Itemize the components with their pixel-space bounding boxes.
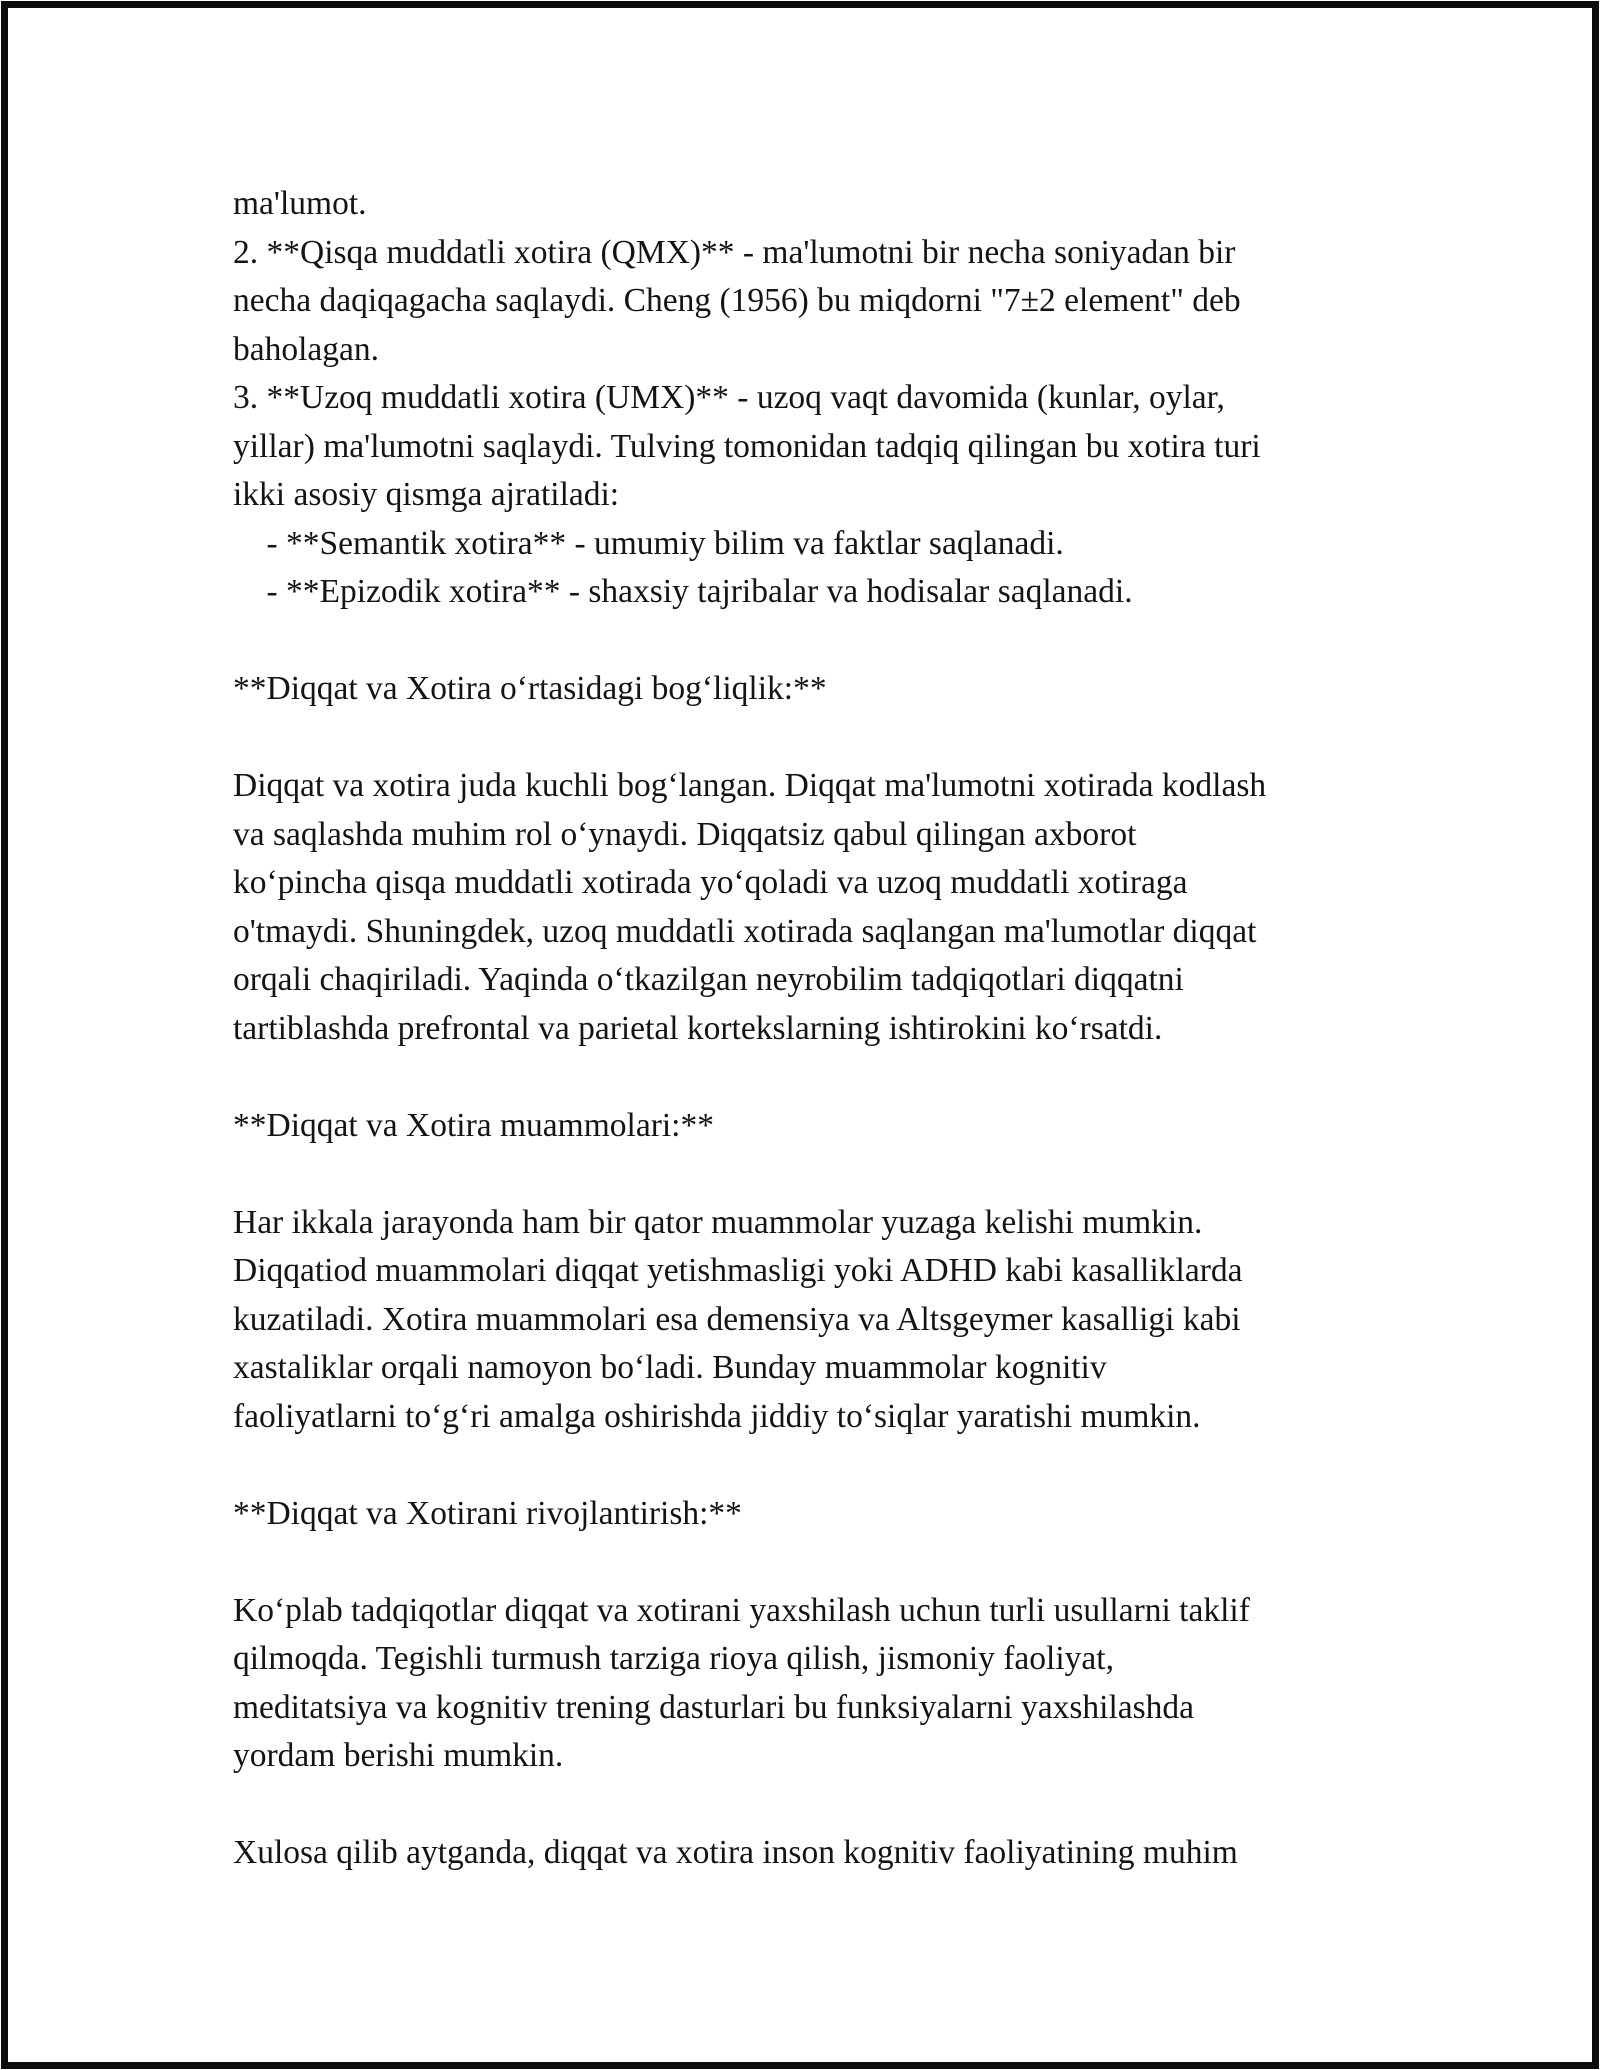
text-line: ma'lumot. bbox=[233, 185, 367, 222]
text-line: yordam berishi mumkin. bbox=[233, 1737, 564, 1774]
text-line bbox=[233, 1781, 1440, 1830]
text-line: Xulosa qilib aytganda, diqqat va xotira inson kognitiv faoliyatining muhim bbox=[233, 1834, 1238, 1871]
text-line: orqali chaqiriladi. Yaqinda o‘tkazilgan neyrobilim tadqiqotlari diqqatni bbox=[233, 961, 1184, 998]
text-line: ko‘pincha qisqa muddatli xotirada yo‘qoladi va uzoq muddatli xotiraga bbox=[233, 864, 1188, 901]
text-line: baholagan. bbox=[233, 330, 380, 368]
text-line: Diqqat va xotira juda kuchli bog‘langan. Diqqat ma'lumotni xotirada kodlash bbox=[233, 767, 1267, 804]
text-line: kuzatiladi. Xotira muammolari esa demensiya va Altsgeymer kasalligi kabi bbox=[233, 1300, 1241, 1338]
text-line: tartiblashda prefrontal va parietal kortekslarning ishtirokini ko‘rsatdi. bbox=[233, 1009, 1163, 1047]
text-line: **Diqqat va Xotira o‘rtasidagi bog‘liqlik:** bbox=[233, 670, 827, 707]
text-line: 3. **Uzoq muddatli xotira (UMX)** - uzoq vaqt davomida (kunlar, oylar, bbox=[233, 379, 1225, 416]
text-line: faoliyatlarni to‘g‘ri amalga oshirishda jiddiy to‘siqlar yaratishi mumkin. bbox=[233, 1397, 1201, 1435]
text-line: qilmoqda. Tegishli turmush tarziga rioya qilish, jismoniy faoliyat, bbox=[233, 1640, 1114, 1677]
text-line bbox=[233, 714, 1440, 763]
text-line: xastaliklar orqali namoyon bo‘ladi. Bunday muammolar kognitiv bbox=[233, 1349, 1107, 1386]
text-line: Diqqatiod muammolari diqqat yetishmasligi yoki ADHD kabi kasalliklarda bbox=[233, 1252, 1243, 1289]
text-line: - **Epizodik xotira** - shaxsiy tajribalar va hodisalar saqlanadi. bbox=[233, 573, 1133, 610]
text-line: 2. **Qisqa muddatli xotira (QMX)** - ma'lumotni bir necha soniyadan bir bbox=[233, 233, 1236, 271]
text-line: o'tmaydi. Shuningdek, uzoq muddatli xotirada saqlangan ma'lumotlar diqqat bbox=[233, 912, 1257, 950]
text-line: necha daqiqagacha saqlaydi. Cheng (1956) bu miqdorni "7±2 element" deb bbox=[233, 282, 1241, 319]
text-line: - **Semantik xotira** - umumiy bilim va faktlar saqlanadi. bbox=[233, 524, 1064, 562]
text-line: va saqlashda muhim rol o‘ynaydi. Diqqatsiz qabul qilingan axborot bbox=[233, 815, 1137, 853]
text-line bbox=[233, 1053, 1440, 1102]
document-text bbox=[233, 180, 1440, 1878]
text-line: **Diqqat va Xotira muammolari:** bbox=[233, 1106, 714, 1144]
text-line: ikki asosiy qismga ajratiladi: bbox=[233, 476, 620, 513]
text-line bbox=[233, 1441, 1440, 1490]
text-line bbox=[233, 1538, 1440, 1587]
text-line bbox=[233, 1150, 1440, 1199]
text-line: Ko‘plab tadqiqotlar diqqat va xotirani yaxshilash uchun turli usullarni taklif bbox=[233, 1591, 1250, 1629]
text-line: **Diqqat va Xotirani rivojlantirish:** bbox=[233, 1494, 742, 1532]
text-line: meditatsiya va kognitiv trening dasturlari bu funksiyalarni yaxshilashda bbox=[233, 1688, 1195, 1726]
text-line: yillar) ma'lumotni saqlaydi. Tulving tomonidan tadqiq qilingan bu xotira turi bbox=[233, 427, 1261, 465]
text-line: Har ikkala jarayonda ham bir qator muammolar yuzaga kelishi mumkin. bbox=[233, 1203, 1203, 1241]
text-line bbox=[233, 617, 1440, 666]
